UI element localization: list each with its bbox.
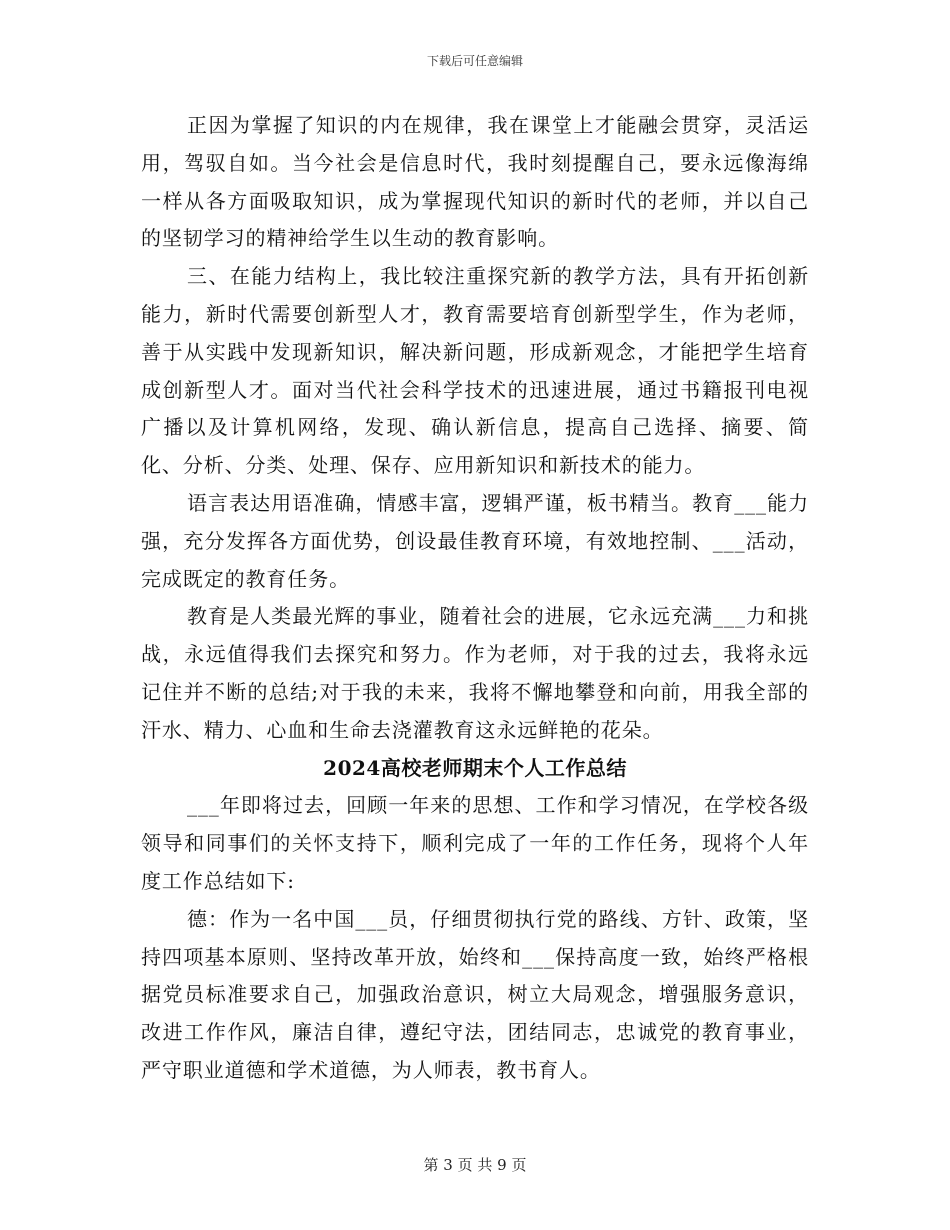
document-body: [141, 107, 809, 1090]
page-number: 第 3 页 共 9 页: [423, 1156, 527, 1174]
page-header: 下载后可任意编辑: [426, 54, 523, 68]
paragraph: 三、在能力结构上，我比较注重探究新的教学方法，具有开拓创新能力，新时代需要创新型人才，教育需要培育创新型学生，作为老师，善于从实践中发现新知识，解决新问题，形成新观念，才能把学生培育成创新型人才。面对当代社会科学技术的迅速进展，通过书籍报刊电视广播以及计算机网络，发现、确认新信息，提高自己选择、摘要、简化、分析、分类、处理、保存、应用新知识和新技术的能力。: [141, 264, 809, 478]
paragraph: ___年即将过去，回顾一年来的思想、工作和学习情况，在学校各级领导和同事们的关怀支持下，顺利完成了一年的工作任务，现将个人年度工作总结如下:: [141, 793, 809, 893]
paragraph: 教育是人类最光辉的事业，随着社会的进展，它永远充满___力和挑战，永远值得我们去探究和努力。作为老师，对于我的过去，我将永远记住并不断的总结;对于我的未来，我将不懈地攀登和向前，用我全部的汗水、精力、心血和生命去浇灌教育这永远鲜艳的花朵。: [141, 604, 809, 742]
section-title: 2024高校老师期末个人工作总结: [323, 755, 627, 780]
paragraph: 正因为掌握了知识的内在规律，我在课堂上才能融会贯穿，灵活运用，驾驭自如。当今社会是信息时代，我时刻提醒自己，要永远像海绵一样从各方面吸取知识，成为掌握现代知识的新时代的老师，并以自己的坚韧学习的精神给学生以生动的教育影响。: [141, 113, 809, 251]
paragraph: 德：作为一名中国___员，仔细贯彻执行党的路线、方针、政策，坚持四项基本原则、坚持改革开放，始终和___保持高度一致，始终严格根据党员标准要求自己，加强政治意识，树立大局观念，增强服务意识，改进工作作风，廉洁自律，遵纪守法，团结同志，忠诚党的教育事业，严守职业道德和学术道德，为人师表，教书育人。: [141, 906, 809, 1082]
paragraph: 语言表达用语准确，情感丰富，逻辑严谨，板书精当。教育___能力强，充分发挥各方面优势，创设最佳教育环境，有效地控制、___活动，完成既定的教育任务。: [141, 490, 809, 591]
